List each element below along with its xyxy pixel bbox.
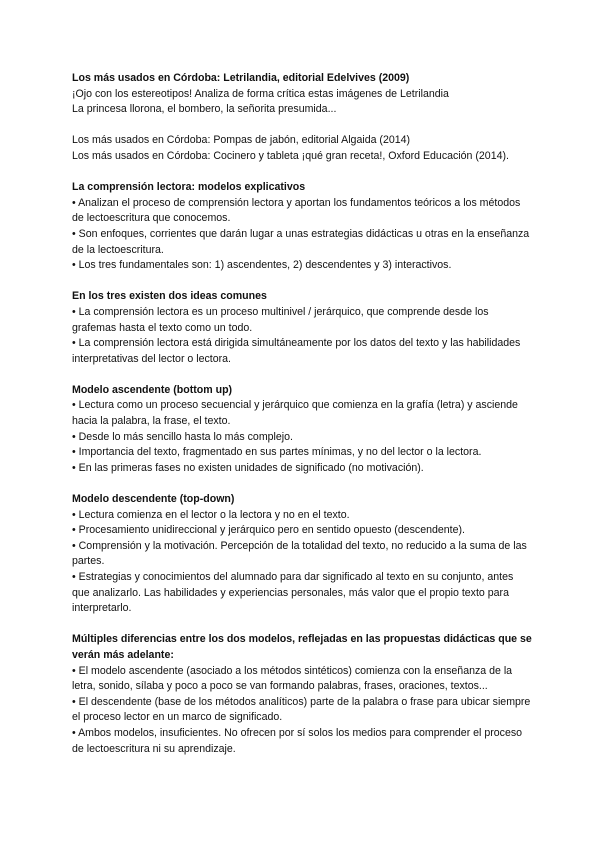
spacer <box>72 367 532 383</box>
bullet-item: • El modelo ascendente (asociado a los métodos sintéticos) comienza con la enseñanza de la letra, sonido, sílaba y poco a poco se van formando palabras, frases, oraciones, textos... <box>72 664 513 693</box>
section-heading: En los tres existen dos ideas comunes <box>72 290 267 303</box>
bullet-item: • Desde lo más sencillo hasta lo más complejo. <box>72 430 293 443</box>
bullet-item: • Procesamiento unidireccional y jerárquico pero en sentido opuesto (descendente). <box>72 524 465 537</box>
bullet-item: • El descendente (base de los métodos analíticos) parte de la palabra o frase para ubicar siempre el proceso lector en un marco de significado. <box>72 695 531 724</box>
bullet-item: • La comprensión lectora es un proceso multinivel / jerárquico, que comprende desde los grafemas hasta el texto como un todo. <box>72 305 489 334</box>
section-modelo-ascendente <box>72 383 532 477</box>
bullet-item: • Analizan el proceso de comprensión lectora y aportan los fundamentos teóricos a los métodos de lectoescritura que conocemos. <box>72 196 521 225</box>
document-page <box>72 71 532 757</box>
spacer <box>72 118 532 134</box>
intro-extra-line: Los más usados en Córdoba: Pompas de jabón, editorial Algaida (2014) <box>72 134 411 147</box>
section-heading: Modelo descendente (top-down) <box>72 493 235 506</box>
section-modelo-descendente <box>72 492 532 617</box>
section-diferencias <box>72 632 532 757</box>
bullet-item: • Importancia del texto, fragmentado en sus partes mínimas, y no del lector o la lectora. <box>72 446 482 459</box>
intro-line: La princesa llorona, el bombero, la señorita presumida... <box>72 103 337 116</box>
bullet-item: • Los tres fundamentales son: 1) ascendentes, 2) descendentes y 3) interactivos. <box>72 259 452 272</box>
spacer <box>72 274 532 290</box>
intro-extra-line: Los más usados en Córdoba: Cocinero y tableta ¡qué gran receta!, Oxford Educación (2014). <box>72 149 509 162</box>
spacer <box>72 617 532 633</box>
bullet-item: • Lectura comienza en el lector o la lectora y no en el texto. <box>72 508 350 521</box>
section-ideas-comunes <box>72 289 532 367</box>
spacer <box>72 476 532 492</box>
intro-heading: Los más usados en Córdoba: Letrilandia, editorial Edelvives (2009) <box>72 72 410 84</box>
section-heading: La comprensión lectora: modelos explicativos <box>72 181 306 194</box>
bullet-item: • La comprensión lectora está dirigida simultáneamente por los datos del texto y las habilidades interpretativas del lector o lectora. <box>72 337 521 365</box>
bullet-item: • Lectura como un proceso secuencial y jerárquico que comienza en la grafía (letra) y asciende hacia la palabra, la frase, el texto. <box>72 399 518 428</box>
bullet-item: • Comprensión y la motivación. Percepción de la totalidad del texto, no reducido a la suma de las partes. <box>72 539 527 568</box>
intro-line: ¡Ojo con los estereotipos! Analiza de forma crítica estas imágenes de Letrilandia <box>72 87 449 100</box>
spacer <box>72 165 532 181</box>
bullet-item: • Son enfoques, corrientes que darán lugar a unas estrategias didácticas u otras en la enseñanza de la lectoescritura. <box>72 227 530 256</box>
bullet-item: • Ambos modelos, insuficientes. No ofrecen por sí solos los medios para comprender el proceso de lectoescritura ni su aprendizaje. <box>72 726 523 755</box>
section-heading: Múltiples diferencias entre los dos modelos, reflejadas en las propuestas didácticas que se verán más adelante: <box>72 633 532 661</box>
section-heading: Modelo ascendente (bottom up) <box>72 383 233 396</box>
section-modelos-explicativos <box>72 180 532 274</box>
bullet-item: • En las primeras fases no existen unidades de significado (no motivación). <box>72 461 424 474</box>
bullet-item: • Estrategias y conocimientos del alumnado para dar significado al texto en su conjunto, antes que analizarlo. Las habilidades y experiencias personales, más valor que el propio texto para interpretarlo. <box>72 571 514 615</box>
